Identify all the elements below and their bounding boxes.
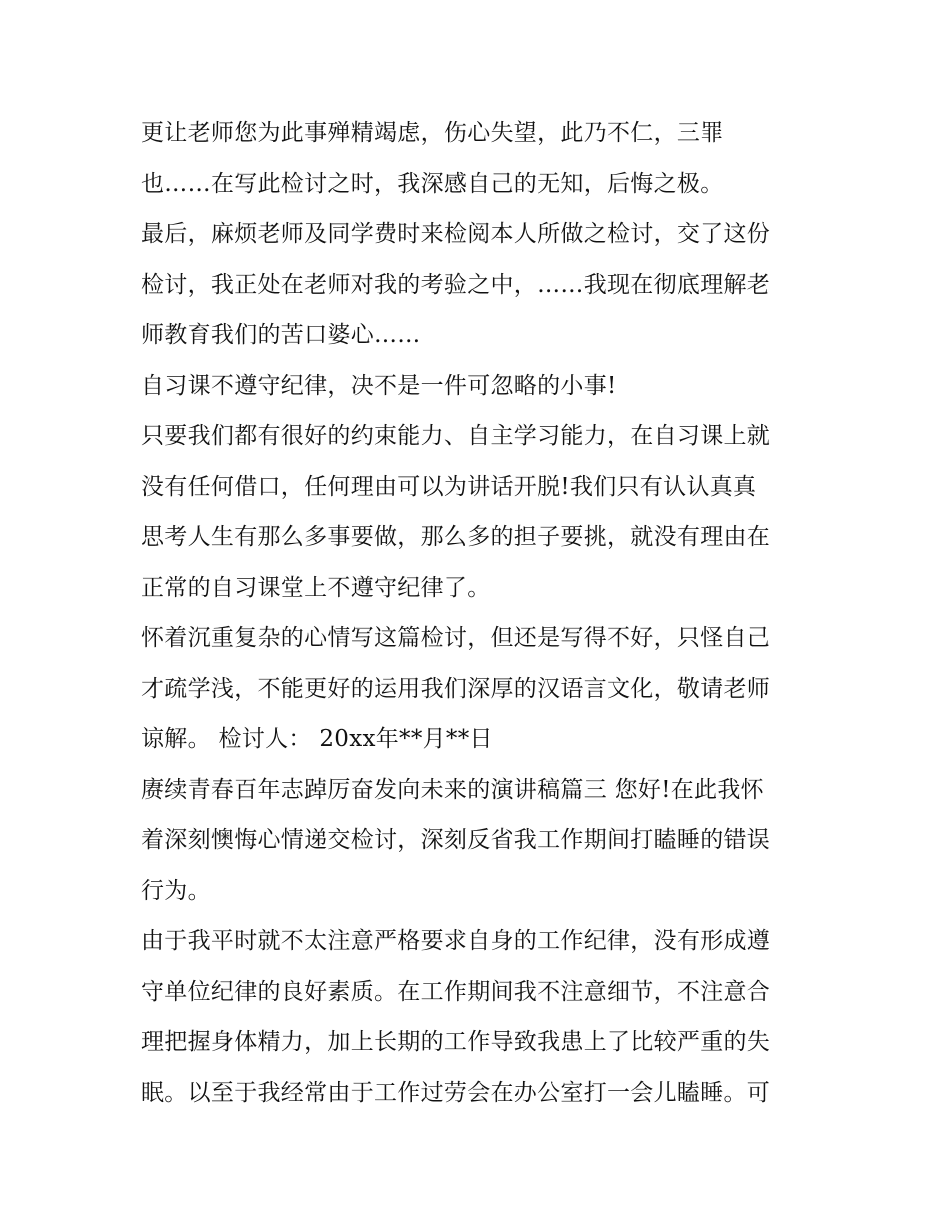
text-line: 才疏学浅，不能更好的运用我们深厚的汉语言文化，敬请老师 — [141, 675, 771, 702]
text-line: 怀着沉重复杂的心情写这篇检讨，但还是写得不好，只怪自己 — [141, 625, 771, 651]
text-line: 理把握身体精力，加上长期的工作导致我患上了比较严重的失 — [141, 1029, 771, 1055]
text-line: 没有任何借口，任何理由可以为讲话开脱!我们只有认认真真 — [141, 473, 757, 500]
text-line: 眠。以至于我经常由于工作过劳会在办公室打一会儿瞌睡。可 — [141, 1079, 771, 1106]
text-line: 行为。 — [141, 877, 211, 904]
text-line: 最后，麻烦老师及同学费时来检阅本人所做之检讨，交了这份 — [141, 221, 771, 247]
text-line: 谅解。 检讨人： 20xx年**月**日 — [141, 726, 493, 752]
text-line: 更让老师您为此事殚精竭虑，伤心失望，此乃不仁，三罪 — [141, 120, 724, 146]
text-line: 着深刻懊悔心情递交检讨，深刻反省我工作期间打瞌睡的错误 — [141, 827, 771, 853]
text-line: 也……在写此检讨之时，我深感自己的无知，后悔之极。 — [141, 170, 724, 197]
text-line: 检讨，我正处在老师对我的考验之中，……我现在彻底理解老 — [141, 271, 771, 298]
text-line: 正常的自习课堂上不遵守纪律了。 — [141, 574, 491, 601]
text-line: 思考人生有那么多事要做，那么多的担子要挑，就没有理由在 — [141, 524, 771, 550]
text-line: 师教育我们的苦口婆心…… — [141, 322, 421, 348]
text-line: 只要我们都有很好的约束能力、自主学习能力，在自习课上就 — [141, 423, 771, 449]
text-line: 自习课不遵守纪律，决不是一件可忽略的小事! — [141, 372, 617, 399]
text-line: 赓续青春百年志踔厉奋发向未来的演讲稿篇三 您好!在此我怀 — [141, 776, 764, 803]
text-line: 守单位纪律的良好素质。在工作期间我不注意细节，不注意合 — [141, 978, 771, 1005]
text-line: 由于我平时就不太注意严格要求自身的工作纪律，没有形成遵 — [141, 928, 771, 954]
document-body — [141, 108, 813, 1118]
